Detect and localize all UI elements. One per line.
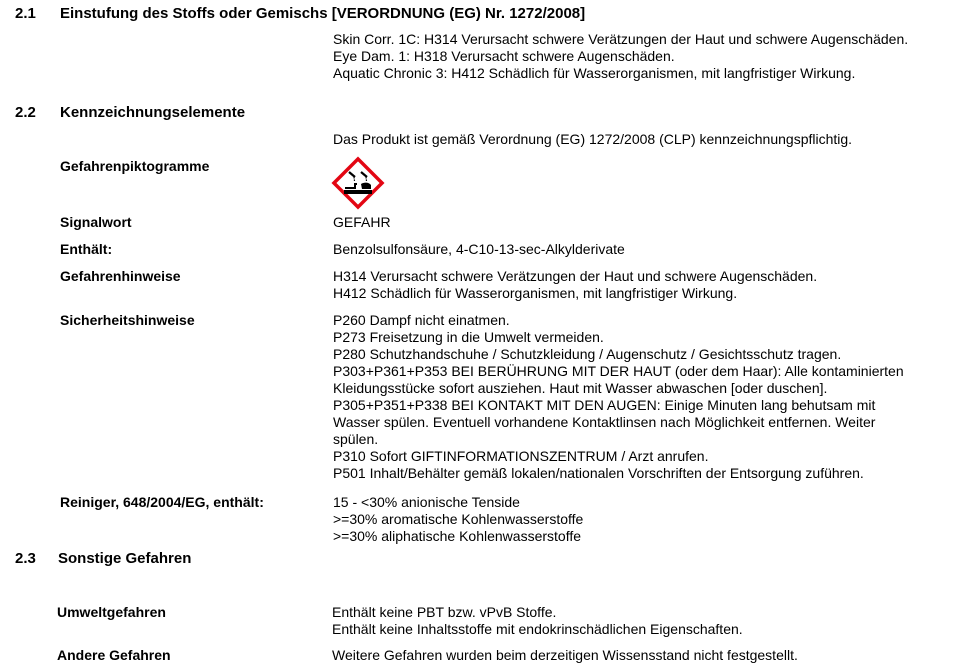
classification-line: Skin Corr. 1C: H314 Verursacht schwere Verätzungen der Haut und schwere Augenschäden. bbox=[333, 31, 909, 47]
environmental-hazards-label: Umweltgefahren bbox=[57, 604, 166, 620]
precautionary-line: Kleidungsstücke sofort ausziehen. Haut mit Wasser abwaschen [oder duschen]. bbox=[333, 380, 828, 396]
classification-list bbox=[333, 31, 908, 82]
precautionary-line: P260 Dampf nicht einatmen. bbox=[333, 312, 510, 328]
cleaner-line: >=30% aromatische Kohlenwasserstoffe bbox=[333, 511, 584, 527]
section-2-3-title: Sonstige Gefahren bbox=[58, 550, 192, 567]
precautionary-line: P273 Freisetzung in die Umwelt vermeiden. bbox=[333, 329, 604, 345]
cleaner-label: Reiniger, 648/2004/EG, enthält: bbox=[60, 494, 264, 510]
section-2-2-number: 2.2 bbox=[15, 104, 36, 121]
precautionary-line: P280 Schutzhandschuhe / Schutzkleidung / Augenschutz / Gesichtsschutz tragen. bbox=[333, 346, 842, 362]
precautionary-line: P303+P361+P353 BEI BERÜHRUNG MIT DER HAUT (oder dem Haar): Alle kontaminierten bbox=[333, 363, 904, 379]
hazard-statements-label: Gefahrenhinweise bbox=[60, 268, 181, 284]
signal-word-value: GEFAHR bbox=[333, 214, 391, 230]
cleaner-line: 15 - <30% anionische Tenside bbox=[333, 494, 520, 510]
other-hazards-label: Andere Gefahren bbox=[57, 647, 171, 663]
labelling-intro: Das Produkt ist gemäß Verordnung (EG) 1272/2008 (CLP) kennzeichnungspflichtig. bbox=[333, 131, 853, 147]
pictogram-label: Gefahrenpiktogramme bbox=[60, 158, 210, 174]
classification-line: Aquatic Chronic 3: H412 Schädlich für Wasserorganismen, mit langfristiger Wirkung. bbox=[333, 65, 856, 81]
corrosion-ghs05-icon bbox=[331, 156, 385, 210]
precautionary-line: Wasser spülen. Eventuell vorhandene Kontaktlinsen nach Möglichkeit entfernen. Weiter bbox=[333, 414, 876, 430]
hazard-statement: H314 Verursacht schwere Verätzungen der Haut und schwere Augenschäden. bbox=[333, 268, 818, 284]
section-2-1-number: 2.1 bbox=[15, 5, 36, 22]
precautionary-line: P310 Sofort GIFTINFORMATIONSZENTRUM / Arzt anrufen. bbox=[333, 448, 709, 464]
signal-word-label: Signalwort bbox=[60, 214, 132, 230]
environmental-hazards-list bbox=[332, 604, 743, 638]
section-2-2-title: Kennzeichnungselemente bbox=[60, 104, 246, 121]
cleaner-list bbox=[333, 494, 583, 545]
precautionary-line: P305+P351+P338 BEI KONTAKT MIT DEN AUGEN: Einige Minuten lang behutsam mit bbox=[333, 397, 876, 413]
cleaner-line: >=30% aliphatische Kohlenwasserstoffe bbox=[333, 528, 582, 544]
hazard-statement: H412 Schädlich für Wasserorganismen, mit langfristiger Wirkung. bbox=[333, 285, 738, 301]
section-2-3-number: 2.3 bbox=[15, 550, 36, 567]
classification-line: Eye Dam. 1: H318 Verursacht schwere Augenschäden. bbox=[333, 48, 675, 64]
environmental-hazard-line: Enthält keine PBT bzw. vPvB Stoffe. bbox=[332, 604, 557, 620]
precautionary-line: P501 Inhalt/Behälter gemäß lokalen/nationalen Vorschriften der Entsorgung zuführen. bbox=[333, 465, 864, 481]
precautionary-label: Sicherheitshinweise bbox=[60, 312, 195, 328]
section-2-1-title: Einstufung des Stoffs oder Gemischs [VERORDNUNG (EG) Nr. 1272/2008] bbox=[60, 5, 586, 22]
contains-value: Benzolsulfonsäure, 4-C10-13-sec-Alkylderivate bbox=[333, 241, 625, 257]
hazard-statements-list bbox=[333, 268, 817, 302]
other-hazards-value: Weitere Gefahren wurden beim derzeitigen Wissensstand nicht festgestellt. bbox=[332, 647, 798, 663]
environmental-hazard-line: Enthält keine Inhaltsstoffe mit endokrinschädlichen Eigenschaften. bbox=[332, 621, 743, 637]
precautionary-list bbox=[333, 312, 904, 482]
precautionary-line: spülen. bbox=[333, 431, 379, 447]
contains-label: Enthält: bbox=[60, 241, 113, 257]
